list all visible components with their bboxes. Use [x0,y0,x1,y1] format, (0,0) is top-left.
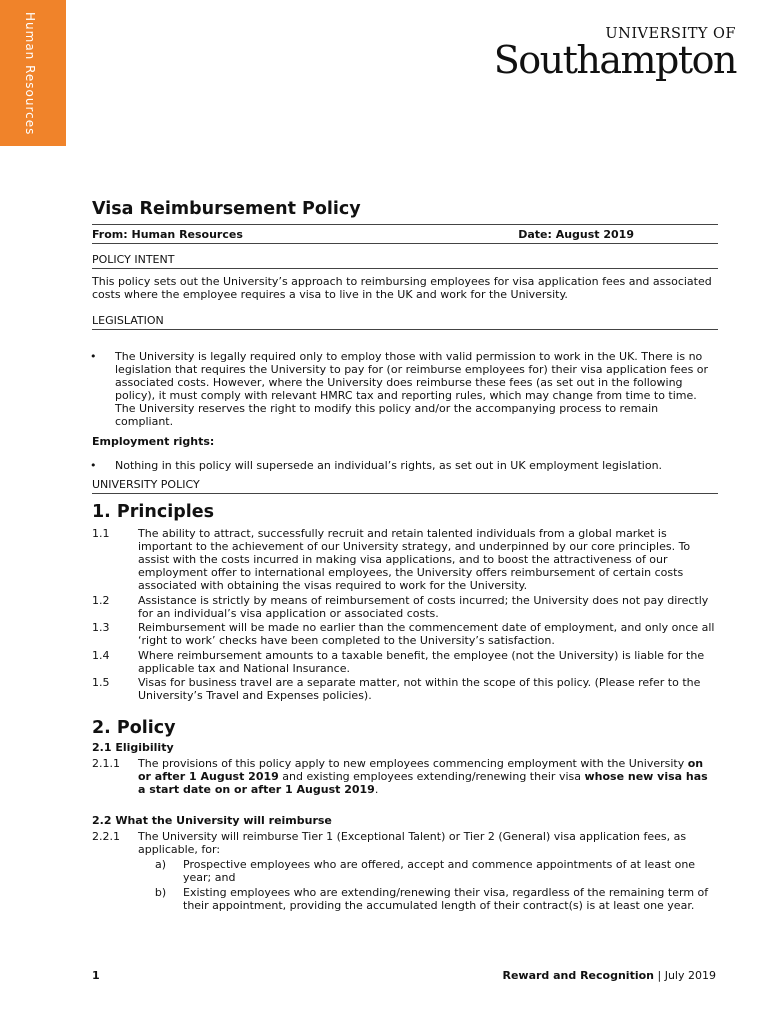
policy-heading: 2. Policy [92,718,176,738]
item-number: 1.4 [92,648,110,662]
legislation-heading: LEGISLATION [92,314,718,330]
page-title: Visa Reimbursement Policy [92,199,361,219]
item-text: Reimbursement will be made no earlier than the commencement date of employment, and only once all ‘right to work’ checks have been completed to the University’s satisfaction. [138,621,715,647]
employment-rights-heading: Employment rights: [92,435,215,448]
item-text: Visas for business travel are a separate matter, not within the scope of this policy. (Please refer to the University’s Travel and Expenses policies). [138,676,701,702]
reimburse-subitem [138,886,718,912]
legislation-list [92,350,718,428]
footer-section: Reward and Recognition [502,969,654,982]
employment-rights-bullet: • Nothing in this policy will supersede an individual’s rights, as set out in UK employment legislation. [92,459,718,472]
item-number: 1.3 [92,621,110,634]
principle-item [92,649,718,675]
department-tab [0,0,66,146]
reimburse-subitem [138,858,718,884]
text-run: . [374,783,379,796]
page-number: 1 [92,969,100,982]
principle-item [92,594,718,620]
date-label: Date: August 2019 [518,228,634,241]
reimburse-heading: 2.2 What the University will reimburse [92,814,332,827]
university-policy-heading: UNIVERSITY POLICY [92,478,718,494]
bold-date: on or after 1 August 2019 [138,757,704,783]
legislation-bullet: • The University is legally required only to employ those with valid permission to work in the UK. There is no legislation that requires the University to pay for (or reimburse employees for) their visa application fees or associated costs. However, where the University does reimburse these fees (as set out in the following policy), it must comply with relevant HMRC tax and reporting rules, which may change from time to time. The University reserves the right to modify this policy and/or the accompanying process to remain compliant. [92,350,718,428]
item-number: 1.5 [92,676,110,689]
subitem-label: b) [154,885,167,899]
text-run: The provisions of this policy apply to new employees commencing employment with the University [138,757,688,770]
reimburse-item [92,830,718,856]
item-text: Assistance is strictly by means of reimbursement of costs incurred; the University does not pay directly for an individual’s visa application or associated costs. [138,593,709,620]
principle-item [92,527,718,592]
item-text: The ability to attract, successfully recruit and retain talented individuals from a global market is important to the achievement of our University strategy, and underpinned by our core principles. To assist with the costs incurred in making visa applications, and to boost the attractiveness of our employment offer to international employees, the University offers reimbursement of certain costs associated with obtaining the visas required to work for the University. [138,527,691,592]
page-footer [92,969,716,982]
department-tab-label: Human Resources [23,12,37,136]
footer-date: July 2019 [664,969,716,982]
university-logo [493,26,736,82]
eligibility-item [92,757,718,796]
principles-list [92,527,718,702]
logo-line-1: UNIVERSITY OF [605,26,736,42]
meta-row [92,224,718,244]
principle-item [92,676,718,702]
text-run: and existing employees extending/renewing their visa [278,770,585,783]
bold-condition: whose new visa has a start date on or after 1 August 2019 [138,770,708,796]
eligibility-heading: 2.1 Eligibility [92,741,174,754]
item-text [138,757,718,796]
document-body [92,199,718,912]
logo-line-2: Southampton [493,38,736,82]
item-number: 1.2 [92,593,110,607]
principle-item [92,621,718,647]
footer-right [502,969,716,982]
subitem-text: Existing employees who are extending/renewing their visa, regardless of the remaining term of their appointment, providing the accumulated length of their contract(s) is at least one year. [183,885,709,912]
policy-intent-text: This policy sets out the University’s approach to reimbursing employees for visa application fees and associated costs where the employee requires a visa to live in the UK and work for the University. [92,275,712,301]
item-text: Where reimbursement amounts to a taxable benefit, the employee (not the University) is liable for the applicable tax and National Insurance. [138,648,705,675]
policy-intent-heading: POLICY INTENT [92,253,718,269]
footer-separator: | [657,969,662,982]
item-number: 2.1.1 [92,757,120,770]
item-number: 1.1 [92,527,110,540]
item-text: The University will reimburse Tier 1 (Exceptional Talent) or Tier 2 (General) visa application fees, as applicable, for: [138,830,687,856]
employment-rights-list [92,459,718,472]
item-number: 2.2.1 [92,830,120,843]
subitem-text: Prospective employees who are offered, accept and commence appointments of at least one year; and [183,857,696,884]
principles-heading: 1. Principles [92,502,215,522]
subitem-label: a) [154,857,167,871]
from-label: From: Human Resources [92,228,243,241]
